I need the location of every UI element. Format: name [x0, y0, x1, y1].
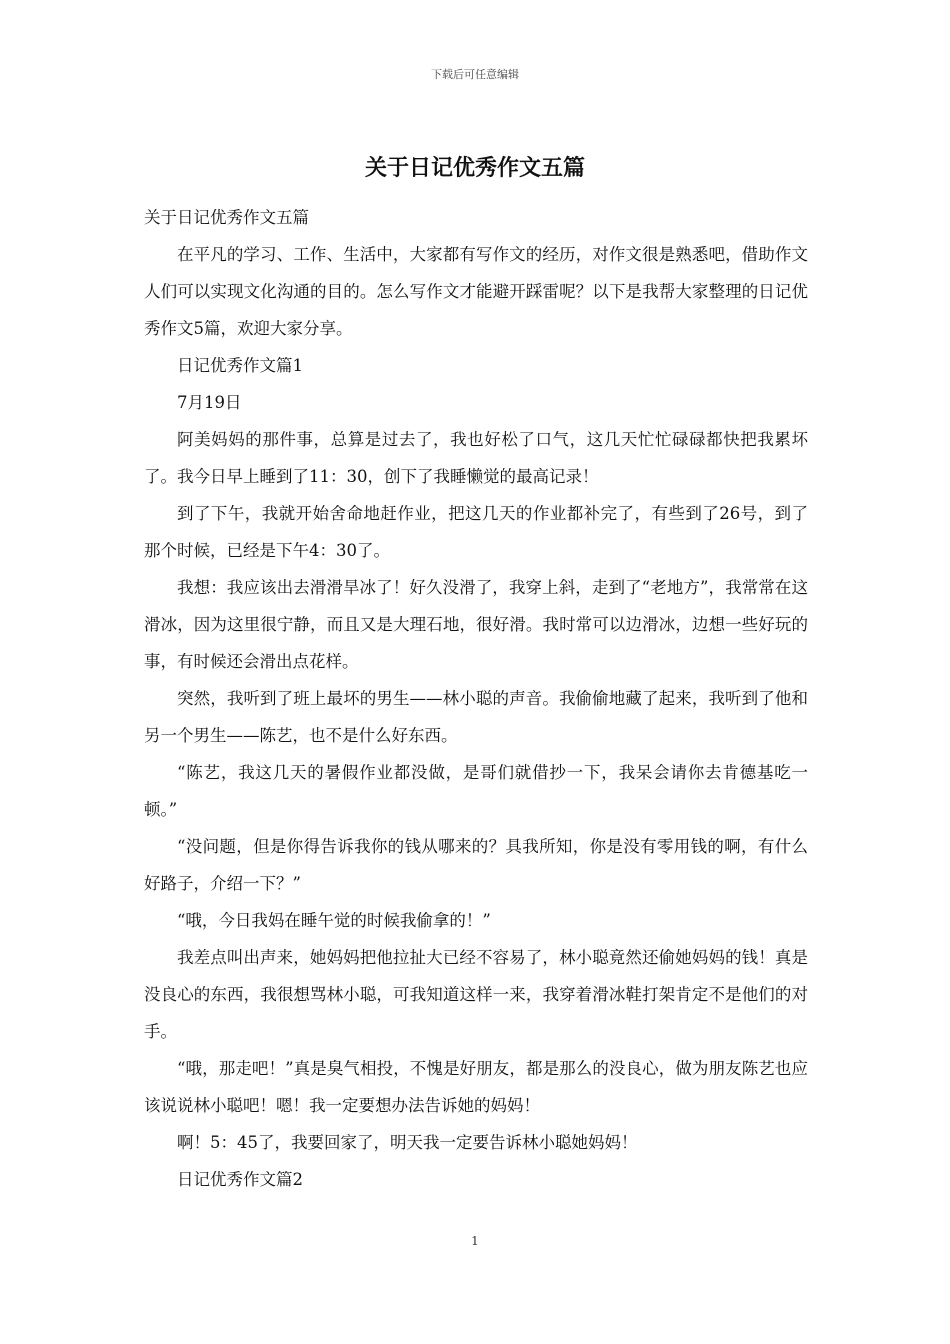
- document-body: [144, 199, 808, 1198]
- intro-paragraph: 在平凡的学习、工作、生活中，大家都有写作文的经历，对作文很是熟悉吧，借助作文人们可以实现文化沟通的目的。怎么写作文才能避开踩雷呢？以下是我帮大家整理的日记优秀作文5篇，欢迎大家分享。: [144, 245, 808, 338]
- body-paragraph: “哦，今日我妈在睡午觉的时候我偷拿的！”: [177, 911, 491, 930]
- body-paragraph: 到了下午，我就开始舍命地赶作业，把这几天的作业都补完了，有些到了26号，到了那个时候，已经是下午4：30了。: [144, 504, 808, 560]
- body-paragraph: 我想：我应该出去滑滑旱冰了！好久没滑了，我穿上斜，走到了“老地方”，我常常在这滑冰，因为这里很宁静，而且又是大理石地，很好滑。我时常可以边滑冰，边想一些好玩的事，有时候还会滑出点花样。: [144, 578, 808, 671]
- page-number: 1: [471, 1234, 479, 1248]
- body-paragraph: 啊！5：45了，我要回家了，明天我一定要告诉林小聪她妈妈！: [177, 1133, 638, 1152]
- body-paragraph: “没问题，但是你得告诉我你的钱从哪来的？具我所知，你是没有零用钱的啊，有什么好路子，介绍一下？”: [144, 837, 808, 893]
- body-paragraph: 阿美妈妈的那件事，总算是过去了，我也好松了口气，这几天忙忙碌碌都快把我累坏了。我今日早上睡到了11：30，创下了我睡懒觉的最高记录！: [144, 430, 808, 486]
- body-paragraph: “哦，那走吧！”真是臭气相投，不愧是好朋友，都是那么的没良心，做为朋友陈艺也应该说说林小聪吧！嗯！我一定要想办法告诉她的妈妈！: [144, 1059, 808, 1115]
- page-header-note: 下载后可任意编辑: [431, 68, 519, 81]
- diary-date: 7月19日: [177, 393, 242, 412]
- body-paragraph: 突然，我听到了班上最坏的男生——林小聪的声音。我偷偷地藏了起来，我听到了他和另一个男生——陈艺，也不是什么好东西。: [144, 689, 808, 745]
- document-title: 关于日记优秀作文五篇: [364, 155, 585, 181]
- body-paragraph: “陈艺，我这几天的暑假作业都没做，是哥们就借抄一下，我呆会请你去肯德基吃一顿。”: [144, 763, 808, 819]
- subtitle-line: 关于日记优秀作文五篇: [144, 208, 309, 227]
- body-paragraph: 我差点叫出声来，她妈妈把他拉扯大已经不容易了，林小聪竟然还偷她妈妈的钱！真是没良心的东西，我很想骂林小聪，可我知道这样一来，我穿着滑冰鞋打架肯定不是他们的对手。: [144, 948, 808, 1041]
- section-heading-2: 日记优秀作文篇2: [177, 1170, 303, 1189]
- section-heading-1: 日记优秀作文篇1: [177, 356, 303, 375]
